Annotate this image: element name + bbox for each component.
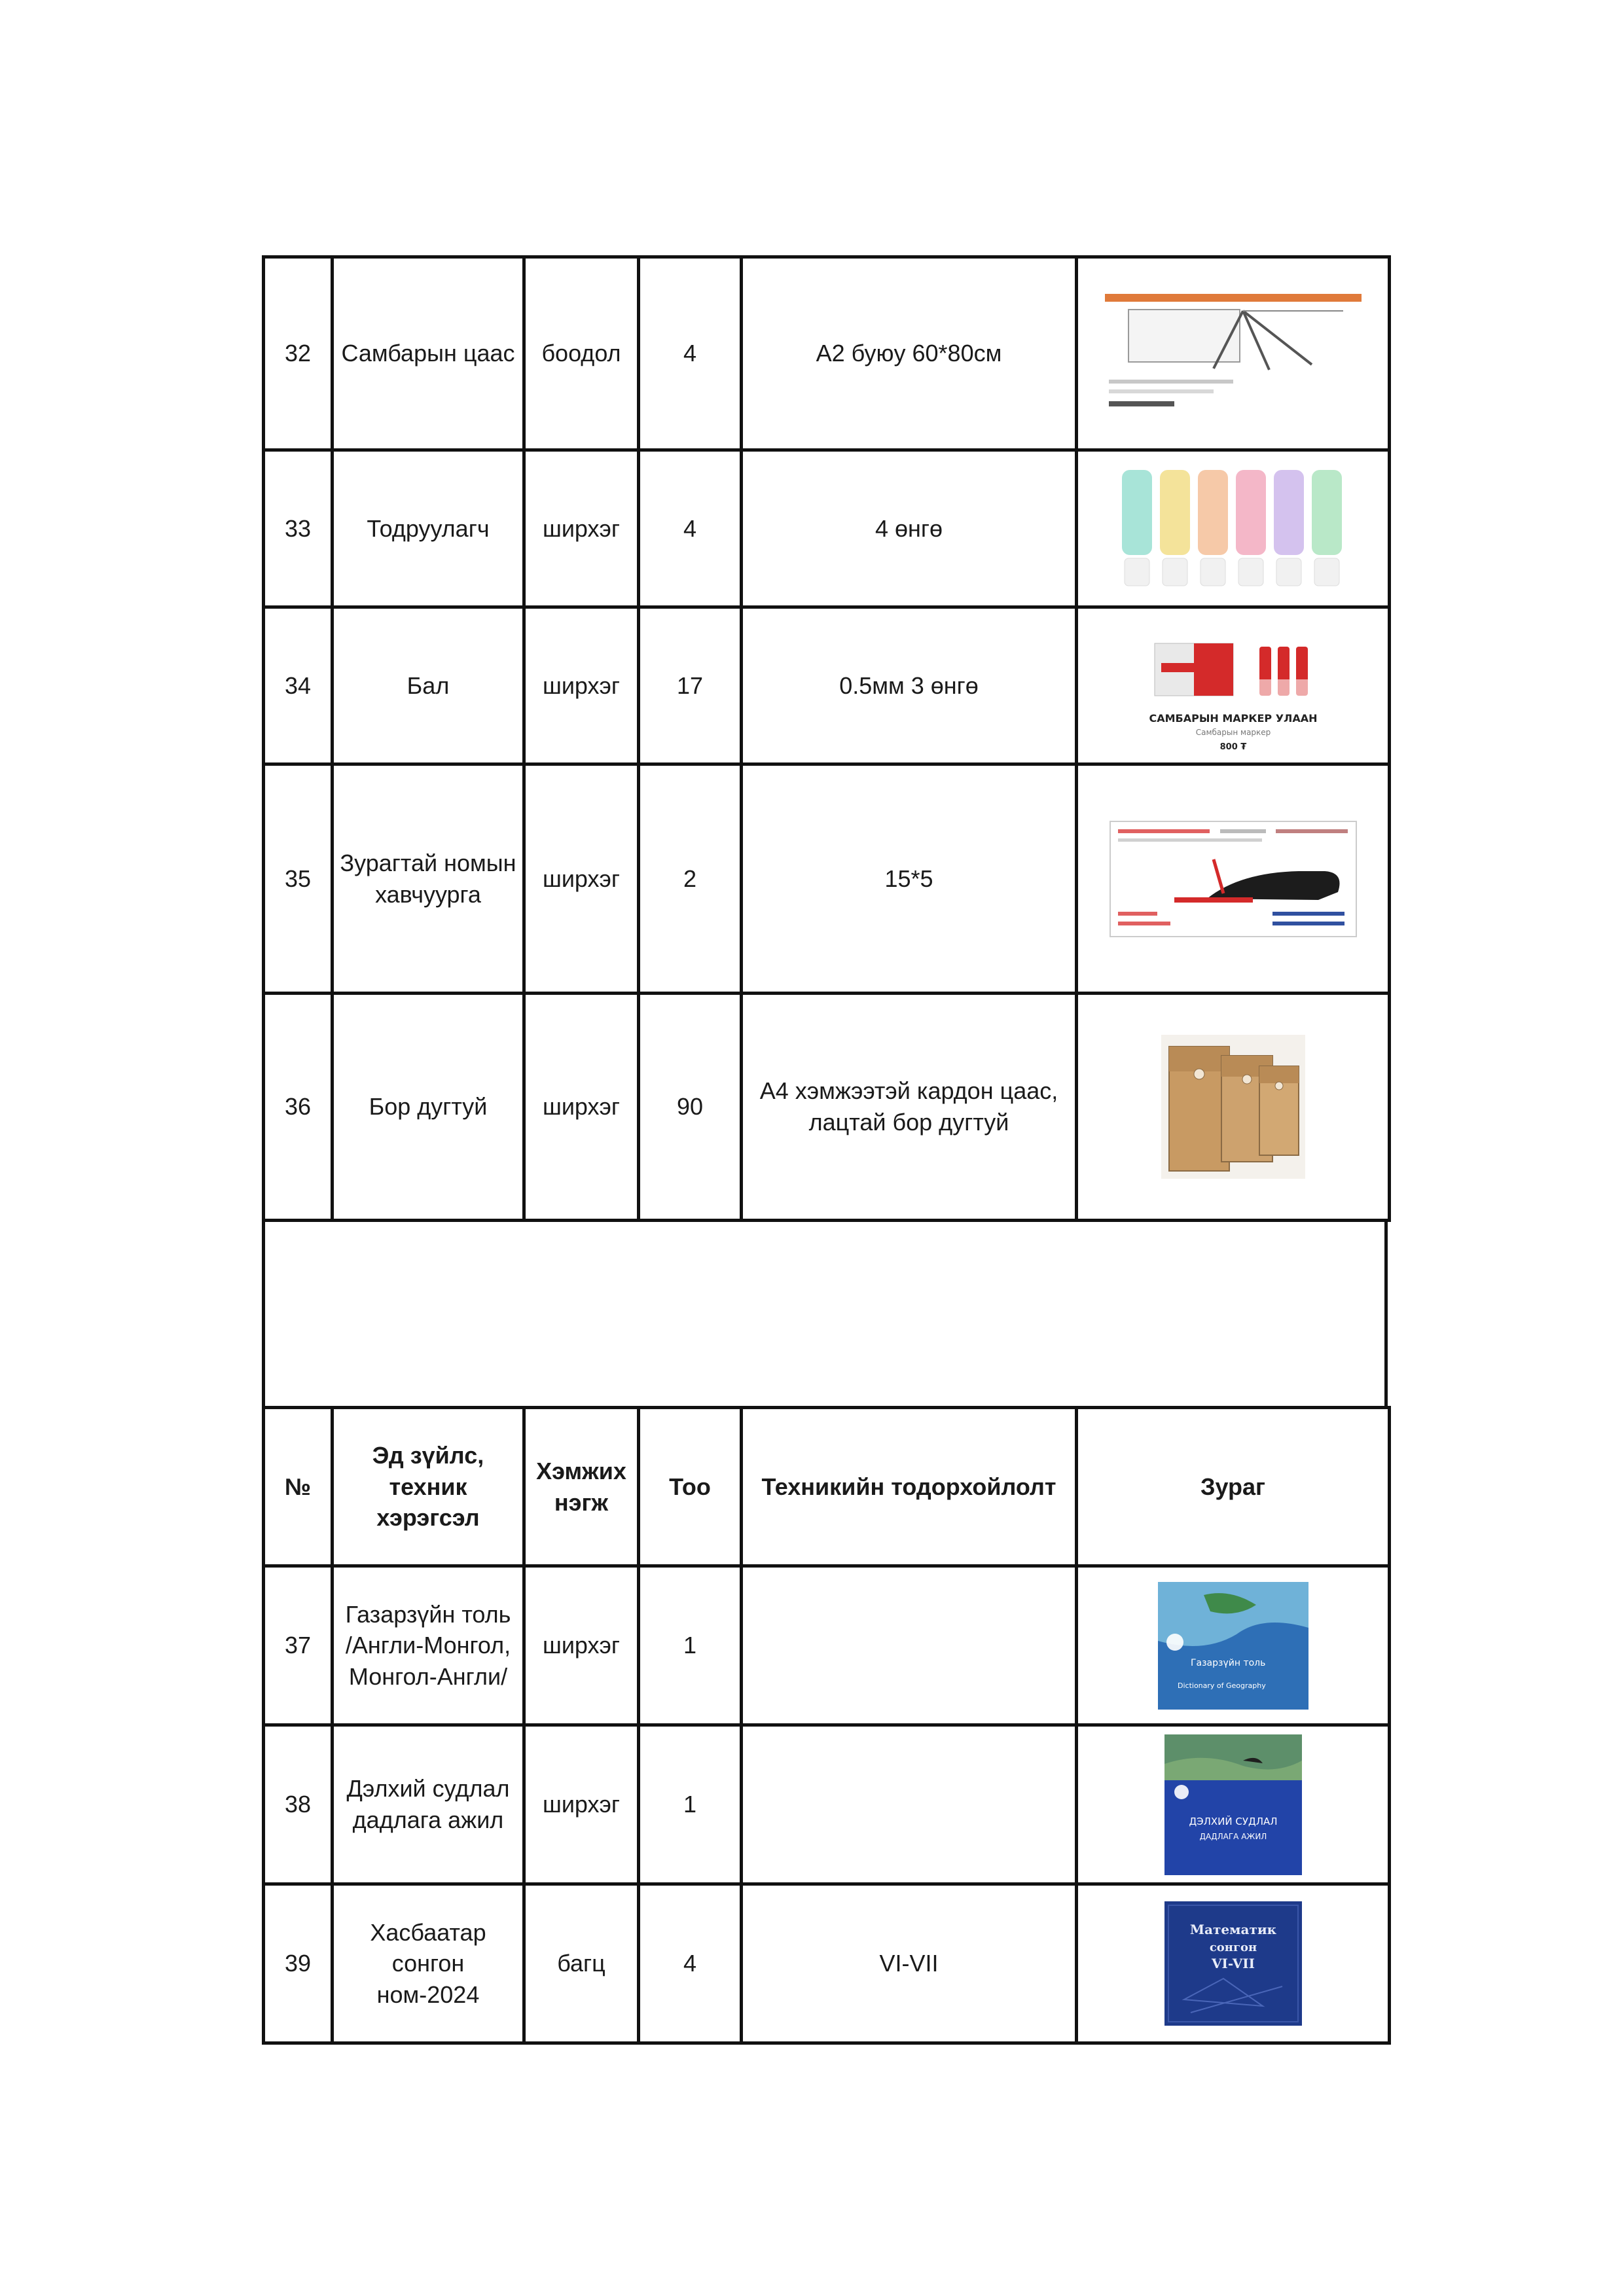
dictionary-title: Газарзүйн толь <box>1190 1657 1265 1668</box>
math-book-line-1: Математик <box>1189 1922 1276 1937</box>
row-number: 32 <box>264 257 333 450</box>
items-table-continued <box>262 255 1391 1222</box>
table-row <box>264 1884 1390 2043</box>
header-number: № <box>264 1408 333 1566</box>
row-number: 35 <box>264 764 333 994</box>
dictionary-subtitle: Dictionary of Geography <box>1177 1681 1266 1690</box>
item-unit: ширхэг <box>524 994 639 1221</box>
marker-caption: САМБАРЫН МАРКЕР УЛААН <box>1148 711 1318 725</box>
item-name: Самбарын цаас <box>333 257 524 450</box>
item-unit: ширхэг <box>524 1566 639 1725</box>
kraft-envelope-image <box>1077 994 1390 1221</box>
item-spec: 15*5 <box>742 764 1077 994</box>
table-row <box>264 994 1390 1221</box>
table-spacer <box>262 1219 1388 1406</box>
red-marker-image <box>1077 607 1390 764</box>
header-spec: Техникийн тодорхойлолт <box>742 1408 1077 1566</box>
item-spec: VI-VII <box>742 1884 1077 2043</box>
bookmark-illustration <box>1109 820 1358 938</box>
row-number: 34 <box>264 607 333 764</box>
item-quantity: 4 <box>639 257 742 450</box>
earth-book-subtitle: ДАДЛАГА АЖИЛ <box>1199 1831 1267 1841</box>
table-row <box>264 1566 1390 1725</box>
item-name: Дэлхий судлал дадлага ажил <box>333 1725 524 1884</box>
table-row <box>264 257 1390 450</box>
item-unit: боодол <box>524 257 639 450</box>
item-spec: 0.5мм 3 өнгө <box>742 607 1077 764</box>
highlighters-illustration <box>1115 463 1351 594</box>
item-spec: 4 өнгө <box>742 450 1077 607</box>
item-quantity: 90 <box>639 994 742 1221</box>
header-item-name: Эд зүйлс, техник хэрэгсэл <box>333 1408 524 1566</box>
table-row <box>264 1725 1390 1884</box>
math-book-line-2: сонгон <box>1209 1941 1257 1954</box>
flipchart-illustration <box>1102 291 1364 416</box>
item-spec <box>742 1566 1077 1725</box>
item-name: Бал <box>333 607 524 764</box>
earth-book-title: ДЭЛХИЙ СУДЛАЛ <box>1188 1815 1278 1827</box>
row-number: 33 <box>264 450 333 607</box>
geography-dictionary-cover <box>1077 1566 1390 1725</box>
table-row <box>264 607 1390 764</box>
marker-subcaption: Самбарын маркер <box>1195 727 1271 737</box>
marker-price: 800 ₮ <box>1219 742 1246 752</box>
item-name: Газарзүйн толь /Англи-Монгол, Монгол-Англи/ <box>333 1566 524 1725</box>
item-quantity: 1 <box>639 1725 742 1884</box>
header-unit: Хэмжих нэгж <box>524 1408 639 1566</box>
marker-illustration <box>1096 617 1371 755</box>
item-quantity: 17 <box>639 607 742 764</box>
row-number: 36 <box>264 994 333 1221</box>
bookmark-image <box>1077 764 1390 994</box>
item-unit: ширхэг <box>524 607 639 764</box>
item-quantity: 1 <box>639 1566 742 1725</box>
item-spec: А2 буюу 60*80см <box>742 257 1077 450</box>
math-book-cover <box>1077 1884 1390 2043</box>
item-name: Бор дугтуй <box>333 994 524 1221</box>
header-quantity: Тоо <box>639 1408 742 1566</box>
earth-book-illustration <box>1164 1734 1302 1875</box>
flipchart-board-image <box>1077 257 1390 450</box>
item-quantity: 2 <box>639 764 742 994</box>
pastel-highlighters-image <box>1077 450 1390 607</box>
items-table-books <box>262 1406 1391 2045</box>
table-row <box>264 764 1390 994</box>
row-number: 39 <box>264 1884 333 2043</box>
row-number: 38 <box>264 1725 333 1884</box>
item-name: Хасбаатар сонгон ном-2024 <box>333 1884 524 2043</box>
math-book-line-3: VI-VII <box>1211 1956 1255 1971</box>
item-unit: багц <box>524 1884 639 2043</box>
math-book-illustration <box>1164 1901 1302 2026</box>
item-name: Зурагтай номын хавчуурга <box>333 764 524 994</box>
item-spec: А4 хэмжээтэй кардон цаас, лацтай бор дугтуй <box>742 994 1077 1221</box>
item-quantity: 4 <box>639 450 742 607</box>
envelope-illustration <box>1161 1035 1305 1179</box>
table-header-row <box>264 1408 1390 1566</box>
item-unit: ширхэг <box>524 1725 639 1884</box>
item-name: Тодруулагч <box>333 450 524 607</box>
item-quantity: 4 <box>639 1884 742 2043</box>
dictionary-cover-illustration <box>1158 1582 1308 1710</box>
header-image: Зураг <box>1077 1408 1390 1566</box>
item-unit: ширхэг <box>524 764 639 994</box>
table-row <box>264 450 1390 607</box>
item-spec <box>742 1725 1077 1884</box>
row-number: 37 <box>264 1566 333 1725</box>
item-unit: ширхэг <box>524 450 639 607</box>
earth-studies-book-cover <box>1077 1725 1390 1884</box>
